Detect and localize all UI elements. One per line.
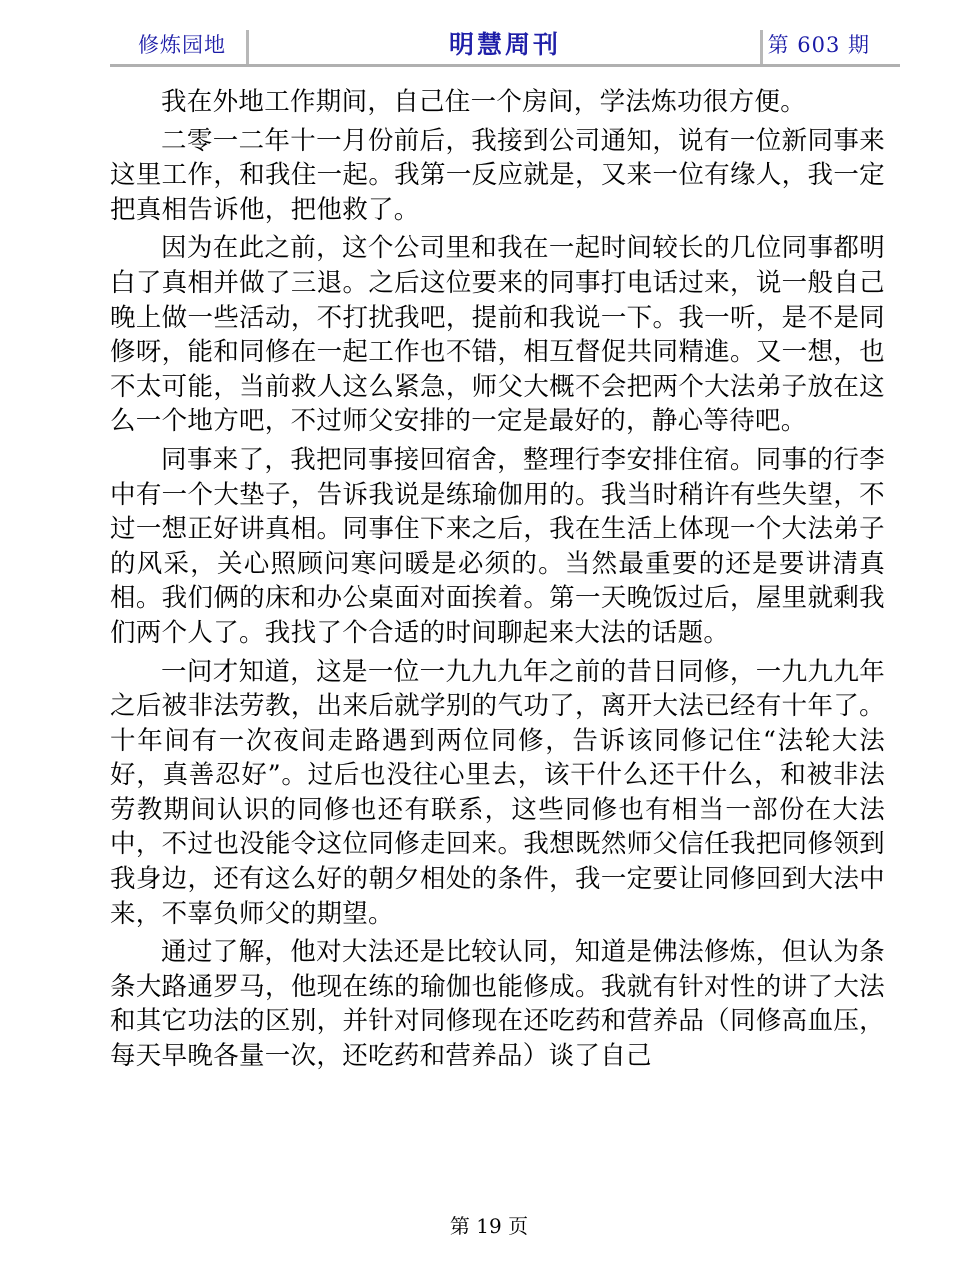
section-title: 修炼园地 [138,33,226,57]
paragraph: 通过了解，他对大法还是比较认同，知道是佛法修炼，但认为条条大路通罗马，他现在练的瑜伽也能修成。我就有针对性的讲了大法和其它功法的区别，并针对同修现在还吃药和营养品（同修高血压，每天早晚各量一次，还吃药和营养品）谈了自己 [110,937,885,1072]
paragraph: 同事来了，我把同事接回宿舍，整理行李安排住宿。同事的行李中有一个大垫子，告诉我说是练瑜伽用的。我当时稍许有些失望，不过一想正好讲真相。同事住下来之后，我在生活上体现一个大法弟子的风采，关心照顾问寒问暖是必须的。当然最重要的还是要讲清真相。我们俩的床和办公桌面对面挨着。第一天晚饭过后，屋里就剩我们两个人了。我找了个合适的时间聊起来大法的话题。 [110,444,885,648]
header-divider [760,30,763,64]
paragraph: 因为在此之前，这个公司里和我在一起时间较长的几位同事都明白了真相并做了三退。之后这位要来的同事打电话过来，说一般自己晚上做一些活动，不打扰我吧，提前和我说一下。我一听，是不是同修呀，能和同修在一起工作也不错，相互督促共同精進。又一想，也不太可能，当前救人这么紧急，师父大概不会把两个大法弟子放在这么一个地方吧，不过师父安排的一定是最好的，静心等待吧。 [110,233,885,437]
paragraph: 一问才知道，这是一位一九九九年之前的昔日同修，一九九九年之后被非法劳教，出来后就学别的气功了，离开大法已经有十年了。十年间有一次夜间走路遇到两位同修，告诉该同修记住“法轮大法好，真善忍好”。过后也没往心里去，该干什么还干什么，和被非法劳教期间认识的同修也还有联系，这些同修也有相当一部份在大法中，不过也没能令这位同修走回来。我想既然师父信任我把同修领到我身边，还有这么好的朝夕相处的条件，我一定要让同修回到大法中来，不辜负师父的期望。 [110,656,885,929]
page-header [110,28,900,66]
page-number: 第 19 页 [449,1214,529,1238]
publication-title: 明慧周刊 [448,30,561,59]
paragraph: 我在外地工作期间，自己住一个房间，学法炼功很方便。 [161,87,807,117]
header-rule [110,64,900,67]
paragraph: 二零一二年十一月份前后，我接到公司通知，说有一位新同事来这里工作，和我住一起。我第一反应就是，又来一位有缘人，我一定把真相告诉他，把他救了。 [110,125,885,225]
article-body [110,85,885,1078]
issue-number: 第 603 期 [767,33,870,57]
